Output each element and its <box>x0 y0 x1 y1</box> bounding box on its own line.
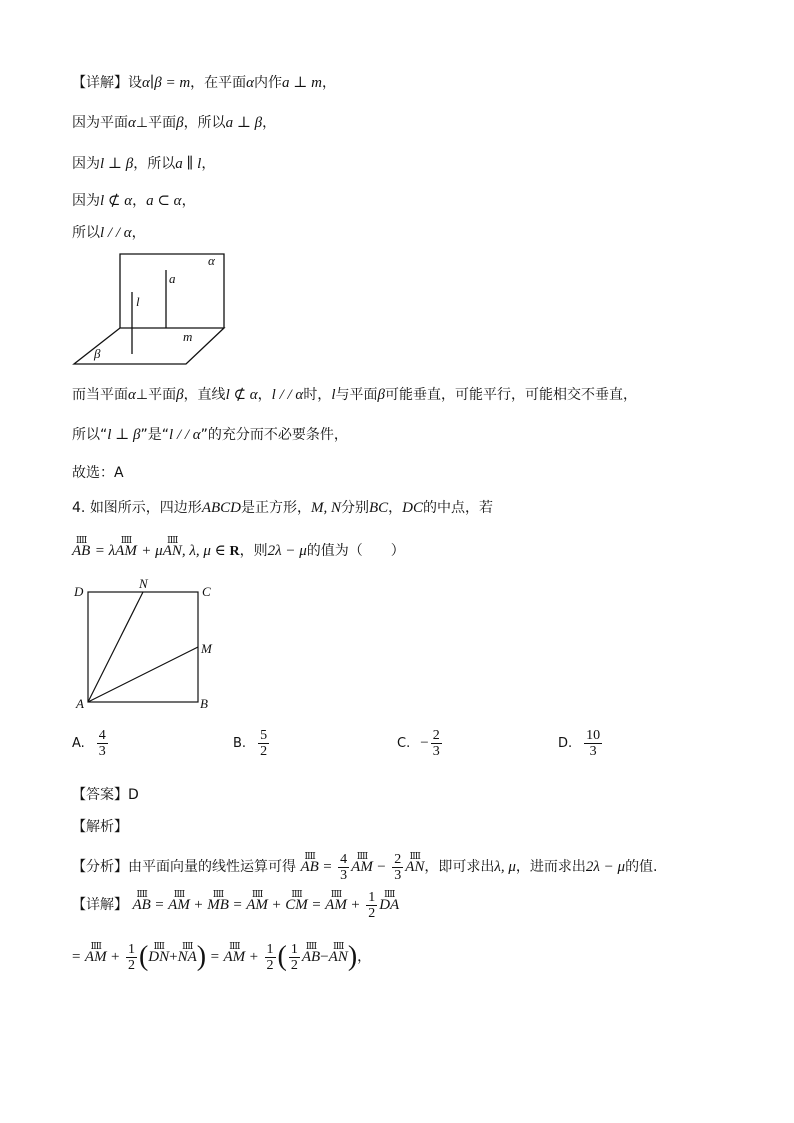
text: 的中点，若 <box>423 500 493 516</box>
label-m: m <box>183 329 193 344</box>
vector-an: ⅡⅡ AN <box>405 851 425 875</box>
vector-ab: ⅡⅡ AB <box>300 851 319 875</box>
vector-ab: ⅡⅡ AB <box>301 941 321 965</box>
answer-choice: 故选：A <box>72 465 124 481</box>
vector-am: ⅡⅡ AM <box>351 851 373 875</box>
option-label: B. <box>233 736 247 751</box>
fraction: $\frac{1}{2}$ <box>290 941 298 973</box>
label-B: B <box>200 696 208 711</box>
formula: α∣β = m <box>142 75 191 91</box>
option-a[interactable] <box>72 728 110 759</box>
derivation-line: = ⅡⅡ AM + $\frac{1}{2}$ ( ⅡⅡ DN+ ⅡⅡ NA) = ⅡⅡ AM + $\frac{1}{2}$ ( $\frac{1}{2}$ ⅡⅡ AB− ⅡⅡ AN)， <box>72 941 372 973</box>
fenxi-label: 【分析】 <box>72 859 128 875</box>
label-beta: β <box>94 346 101 361</box>
text: ⊥平面 <box>135 387 177 403</box>
text: 如图所示，四边形 <box>89 500 202 516</box>
text: ”的充分而不必要条件， <box>200 427 348 443</box>
formula: M, N <box>310 500 341 516</box>
square-abcd <box>88 592 198 702</box>
option-label: C. <box>397 736 411 751</box>
label-a: a <box>169 271 176 286</box>
detail-line-6 <box>72 386 637 404</box>
formula: l / / α <box>271 387 304 403</box>
text: 因为 <box>72 156 100 172</box>
text: ，所以 <box>133 156 176 172</box>
text: ”是“ <box>140 427 170 443</box>
label-l: l <box>136 294 140 309</box>
plane-diagram <box>70 250 230 370</box>
text: 的值. <box>625 859 658 875</box>
formula: a ⊂ α <box>146 193 182 209</box>
vector-am: ⅡⅡ AM <box>223 941 246 965</box>
formula: α <box>128 387 136 403</box>
question-4-line-1 <box>72 499 493 517</box>
text: 由平面向量的线性运算可得 <box>128 859 296 875</box>
fraction: $\frac{1}{2}$ <box>127 941 135 973</box>
detail-line-2 <box>72 114 276 132</box>
vector-am: ⅡⅡ AM <box>115 535 137 559</box>
vector-am: ⅡⅡ AM <box>84 941 107 965</box>
formula: λ, μ <box>494 859 516 875</box>
formula: BC <box>368 500 389 516</box>
text: 而当平面 <box>72 387 128 403</box>
segment-am <box>88 647 198 702</box>
text: ，在平面 <box>190 75 247 91</box>
text: ， <box>132 193 147 209</box>
square-diagram <box>70 575 220 715</box>
formula: + μ <box>141 543 163 559</box>
option-fraction: $\frac{4}{3}$ <box>98 728 106 759</box>
formula: l <box>331 387 336 403</box>
formula: ABCD <box>201 500 241 516</box>
option-c[interactable] <box>397 728 444 759</box>
fraction: $\frac{4}{3}$ <box>340 851 348 883</box>
formula: l ⊥ β <box>107 427 141 443</box>
formula: l / / α <box>100 225 132 241</box>
text: 因为平面 <box>72 115 128 131</box>
option-fraction: $\frac{10}{3}$ <box>586 728 601 759</box>
label-alpha: α <box>208 253 215 268</box>
text: 是正方形， <box>240 500 311 516</box>
formula: = λ <box>94 543 116 559</box>
text: 所以“ <box>72 427 108 443</box>
formula: , λ, μ ∈ <box>181 543 230 559</box>
fenxi-line <box>72 850 658 884</box>
question-4-line-2 <box>72 535 405 561</box>
text: 的值为（ ） <box>306 543 405 559</box>
text: 可能垂直，可能平行，可能相交不垂直， <box>384 387 637 403</box>
option-fraction: $\frac{5}{2}$ <box>260 728 268 759</box>
label-M: M <box>201 641 212 656</box>
text: 与平面 <box>335 387 378 403</box>
segment-an <box>88 592 143 702</box>
formula: β <box>377 387 385 403</box>
label-C: C <box>202 584 211 599</box>
option-sign: − <box>420 735 429 751</box>
formula: a ∥ l <box>175 156 202 172</box>
text: ， <box>262 115 277 131</box>
text: ， <box>388 500 403 516</box>
vector-mb: ⅡⅡ MB <box>207 889 229 913</box>
vector-am: ⅡⅡ AM <box>325 889 347 913</box>
detail-line-7 <box>72 426 348 444</box>
formula: a ⊥ β <box>225 115 263 131</box>
text: ， <box>357 949 372 965</box>
label-D: D <box>74 584 84 599</box>
formula: 2λ − μ <box>585 859 626 875</box>
formula: α <box>128 115 136 131</box>
vector-am: ⅡⅡ AM <box>168 889 190 913</box>
formula: l ⊥ β <box>100 156 134 172</box>
equals-sign: = <box>323 859 332 875</box>
vector-an: ⅡⅡ AN <box>162 535 182 559</box>
text: 分别 <box>340 500 369 516</box>
option-b[interactable] <box>233 728 271 759</box>
text: ⊥平面 <box>135 115 177 131</box>
fraction: $\frac{2}{3}$ <box>394 851 402 883</box>
detail-label: 【详解】 <box>72 75 128 91</box>
minus-sign: − <box>377 859 386 875</box>
text: ，则 <box>239 543 268 559</box>
label-A: A <box>76 696 84 711</box>
text: ， <box>181 193 196 209</box>
vector-ab: ⅡⅡ AB <box>72 535 91 559</box>
formula: 2λ − μ <box>267 543 307 559</box>
formula: l ⊄ α <box>100 193 133 209</box>
option-label: D. <box>558 736 573 751</box>
vector-am: ⅡⅡ AM <box>246 889 268 913</box>
text: ， <box>131 225 146 241</box>
text: ， <box>322 75 336 91</box>
text: 时， <box>303 387 332 403</box>
vector-na: ⅡⅡ NA <box>177 941 197 965</box>
formula: β <box>176 115 184 131</box>
option-fraction: $\frac{2}{3}$ <box>432 728 440 759</box>
text: ， <box>201 156 216 172</box>
text: ，直线 <box>183 387 226 403</box>
vector-dn: ⅡⅡ DN <box>148 941 170 965</box>
vector-cm: ⅡⅡ CM <box>285 889 308 913</box>
formula: β <box>176 387 184 403</box>
text: 所以 <box>72 225 100 241</box>
option-d[interactable] <box>558 728 604 759</box>
detail-line-4 <box>72 192 196 210</box>
formula: l ⊄ α <box>225 387 258 403</box>
formula: l / / α <box>169 427 201 443</box>
label-N: N <box>139 576 148 591</box>
text: ， <box>257 387 272 403</box>
formula: a ⊥ m <box>282 75 322 91</box>
fraction: $\frac{1}{2}$ <box>368 889 376 921</box>
xiangjie-label: 【详解】 <box>72 897 128 913</box>
text: 因为 <box>72 193 100 209</box>
text: 设 <box>128 75 142 91</box>
detail-line-1 <box>72 74 336 92</box>
detail-line-5 <box>72 224 146 242</box>
vector-an: ⅡⅡ AN <box>328 941 348 965</box>
formula: DC <box>402 500 423 516</box>
formula: α <box>246 75 255 91</box>
real-set-symbol: R <box>229 544 240 559</box>
vector-da: ⅡⅡ DA <box>379 889 400 913</box>
text: ，所以 <box>183 115 226 131</box>
text: 内作 <box>254 75 283 91</box>
text: ，即可求出 <box>424 859 495 875</box>
option-label: A. <box>72 736 85 751</box>
vector-ab: ⅡⅡ AB <box>132 889 151 913</box>
detail-line-3 <box>72 155 215 173</box>
fraction: $\frac{1}{2}$ <box>266 941 274 973</box>
question-number: 4. <box>72 500 86 516</box>
analysis-label: 【解析】 <box>72 819 128 835</box>
text: ，进而求出 <box>515 859 586 875</box>
answer-label: 【答案】D <box>72 787 139 803</box>
xiangjie-line: 【详解】 ⅡⅡ AB = ⅡⅡ AM + ⅡⅡ MB = ⅡⅡ AM + ⅡⅡ CM = ⅡⅡ AM + $\frac{1}{2}$ ⅡⅡ DA <box>72 889 400 921</box>
